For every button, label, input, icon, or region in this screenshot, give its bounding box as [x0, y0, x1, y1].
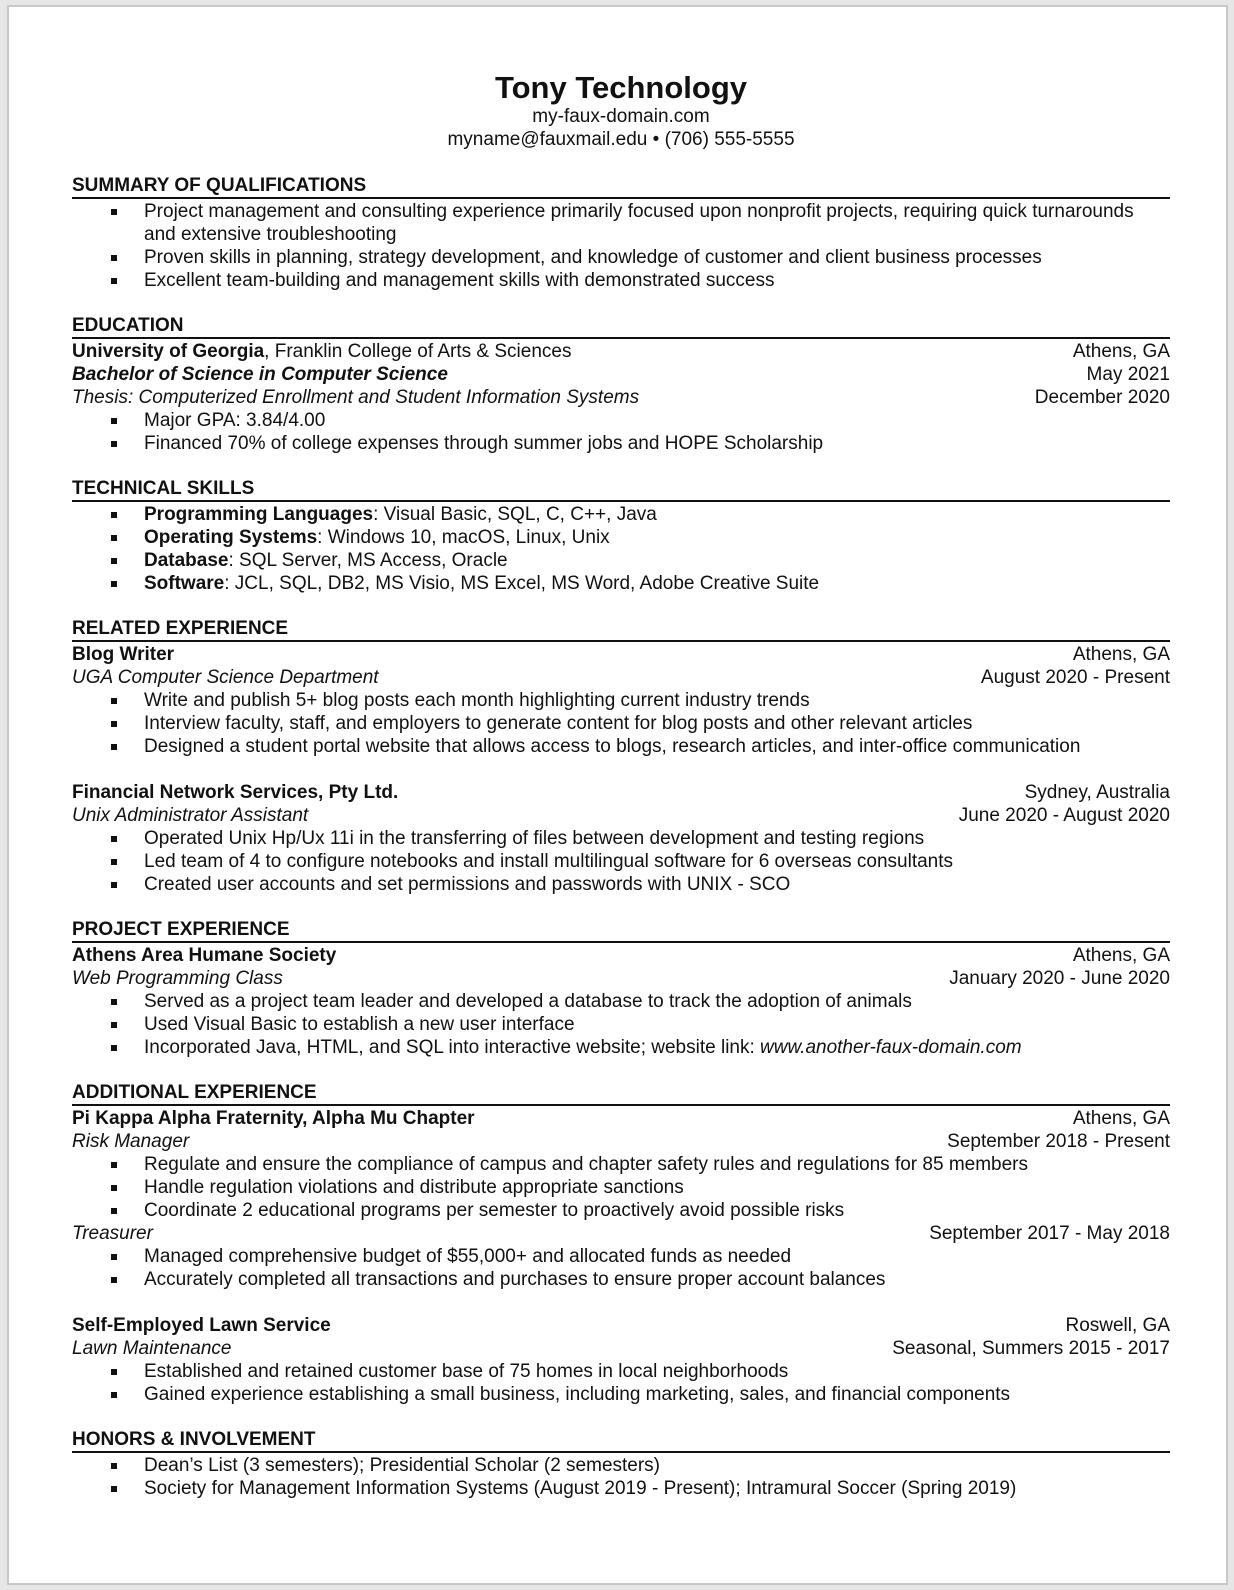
section-additional-experience — [72, 1082, 1170, 1406]
role-title: Risk Manager — [72, 1131, 190, 1152]
list-item — [72, 526, 1170, 549]
list-item: Designed a student portal website that allows access to blogs, research articles, and inter-office communication — [72, 735, 1170, 758]
list-item — [72, 549, 1170, 572]
list-item: Served as a project team leader and developed a database to track the adoption of animals — [72, 990, 1170, 1013]
job-entry — [72, 643, 1170, 758]
job-location: Athens, GA — [1072, 644, 1170, 665]
education-school-row — [72, 340, 1170, 363]
section-project-experience — [72, 919, 1170, 1059]
website: my-faux-domain.com — [532, 106, 710, 127]
org-row — [72, 1107, 1170, 1130]
job-bullets — [72, 827, 1170, 896]
list-item: Dean’s List (3 semesters); Presidential Scholar (2 semesters) — [72, 1454, 1170, 1477]
project-org: Athens Area Humane Society — [72, 945, 337, 966]
education-thesis-row — [72, 386, 1170, 409]
section-title: EDUCATION — [72, 315, 1170, 339]
section-summary — [72, 175, 1170, 292]
job-dates: June 2020 - August 2020 — [958, 805, 1170, 826]
org-name: Pi Kappa Alpha Fraternity, Alpha Mu Chapter — [72, 1108, 475, 1129]
job-dates: August 2020 - Present — [980, 667, 1170, 688]
list-item: Operated Unix Hp/Ux 11i in the transferring of files between development and testing regions — [72, 827, 1170, 850]
project-role: Web Programming Class — [72, 968, 283, 989]
list-item: Accurately completed all transactions and purchases to ensure proper account balances — [72, 1268, 1170, 1291]
list-item: Coordinate 2 educational programs per semester to proactively avoid possible risks — [72, 1199, 1170, 1222]
org-location: Athens, GA — [1072, 1108, 1170, 1129]
summary-list — [72, 200, 1170, 292]
skill-label: Operating Systems — [144, 527, 318, 548]
phone: (706) 555-5555 — [664, 129, 795, 150]
section-honors — [72, 1429, 1170, 1500]
list-item: Established and retained customer base of 75 homes in local neighborhoods — [72, 1360, 1170, 1383]
list-item: Managed comprehensive budget of $55,000+ and allocated funds as needed — [72, 1245, 1170, 1268]
website-link[interactable]: www.another-faux-domain.com — [760, 1037, 1022, 1058]
job-bullets — [72, 689, 1170, 758]
skill-value: : JCL, SQL, DB2, MS Visio, MS Excel, MS Word, Adobe Creative Suite — [224, 573, 820, 594]
project-dates: January 2020 - June 2020 — [949, 968, 1170, 989]
job-entry — [72, 781, 1170, 896]
job-org-row — [72, 666, 1170, 689]
role-title: Treasurer — [72, 1223, 153, 1244]
list-item: Financed 70% of college expenses through summer jobs and HOPE Scholarship — [72, 432, 1170, 455]
job-title-row — [72, 643, 1170, 666]
resume-page — [7, 5, 1228, 1585]
list-item: Major GPA: 3.84/4.00 — [72, 409, 1170, 432]
education-degree-row — [72, 363, 1170, 386]
job-location: Sydney, Australia — [1024, 782, 1170, 803]
separator-bullet: • — [652, 129, 660, 150]
section-education — [72, 315, 1170, 455]
project-role-row — [72, 967, 1170, 990]
list-item — [72, 572, 1170, 595]
section-related-experience — [72, 618, 1170, 896]
job-title-row — [72, 781, 1170, 804]
job-org-row — [72, 804, 1170, 827]
job-org: UGA Computer Science Department — [72, 667, 379, 688]
section-title: HONORS & INVOLVEMENT — [72, 1429, 1170, 1453]
role-row — [72, 1130, 1170, 1153]
role-dates: September 2018 - Present — [947, 1131, 1170, 1152]
skill-value: : Windows 10, macOS, Linux, Unix — [317, 527, 610, 548]
role-row — [72, 1337, 1170, 1360]
section-title: ADDITIONAL EXPERIENCE — [72, 1082, 1170, 1106]
list-item: Proven skills in planning, strategy development, and knowledge of customer and client business processes — [72, 246, 1170, 269]
org-row — [72, 1314, 1170, 1337]
section-title: PROJECT EXPERIENCE — [72, 919, 1170, 943]
skill-value: : Visual Basic, SQL, C, C++, Java — [373, 504, 657, 525]
section-title: RELATED EXPERIENCE — [72, 618, 1170, 642]
honors-list — [72, 1454, 1170, 1500]
contact-line — [72, 128, 1170, 151]
role-dates: Seasonal, Summers 2015 - 2017 — [892, 1338, 1170, 1359]
email: myname@fauxmail.edu — [447, 129, 648, 150]
thesis-date: December 2020 — [1034, 387, 1170, 408]
job-title: Financial Network Services, Pty Ltd. — [72, 782, 399, 803]
resume-header — [72, 71, 1170, 151]
list-item — [72, 1036, 1170, 1059]
education-list — [72, 409, 1170, 455]
candidate-name: Tony Technology — [494, 70, 747, 105]
list-item: Led team of 4 to configure notebooks and install multilingual software for 6 overseas consultants — [72, 850, 1170, 873]
list-item: Gained experience establishing a small business, including marketing, sales, and financial components — [72, 1383, 1170, 1406]
college-name: , Franklin College of Arts & Sciences — [264, 341, 572, 362]
section-technical-skills — [72, 478, 1170, 595]
role-bullets — [72, 1245, 1170, 1291]
job-title: Blog Writer — [72, 644, 175, 665]
project-bullets — [72, 990, 1170, 1059]
skill-label: Database — [144, 550, 229, 571]
school-name: University of Georgia — [72, 341, 265, 362]
school-location: Athens, GA — [1072, 341, 1170, 362]
project-location: Athens, GA — [1072, 945, 1170, 966]
skills-list — [72, 503, 1170, 595]
role-dates: September 2017 - May 2018 — [929, 1223, 1170, 1244]
role-bullets — [72, 1153, 1170, 1222]
list-item: Society for Management Information Systems (August 2019 - Present); Intramural Soccer (Spring 2019) — [72, 1477, 1170, 1500]
list-item — [72, 503, 1170, 526]
list-item: Project management and consulting experience primarily focused upon nonprofit projects, requiring quick turnarounds and extensive troubleshooting — [72, 200, 1170, 246]
list-item: Used Visual Basic to establish a new user interface — [72, 1013, 1170, 1036]
list-item: Handle regulation violations and distribute appropriate sanctions — [72, 1176, 1170, 1199]
list-item: Created user accounts and set permissions and passwords with UNIX - SCO — [72, 873, 1170, 896]
link-prefix: Incorporated Java, HTML, and SQL into interactive website; website link: — [144, 1037, 761, 1058]
thesis: Thesis: Computerized Enrollment and Student Information Systems — [72, 387, 640, 408]
role-row — [72, 1222, 1170, 1245]
role-bullets — [72, 1360, 1170, 1406]
project-org-row — [72, 944, 1170, 967]
skill-value: : SQL Server, MS Access, Oracle — [228, 550, 508, 571]
skill-label: Programming Languages — [144, 504, 374, 525]
section-title: SUMMARY OF QUALIFICATIONS — [72, 175, 1170, 199]
degree: Bachelor of Science in Computer Science — [72, 364, 448, 385]
list-item: Excellent team-building and management skills with demonstrated success — [72, 269, 1170, 292]
org-name: Self-Employed Lawn Service — [72, 1315, 331, 1336]
job-org: Unix Administrator Assistant — [72, 805, 309, 826]
section-title: TECHNICAL SKILLS — [72, 478, 1170, 502]
role-title: Lawn Maintenance — [72, 1338, 232, 1359]
list-item: Interview faculty, staff, and employers to generate content for blog posts and other relevant articles — [72, 712, 1170, 735]
org-location: Roswell, GA — [1065, 1315, 1170, 1336]
skill-label: Software — [144, 573, 225, 594]
list-item: Regulate and ensure the compliance of campus and chapter safety rules and regulations for 85 members — [72, 1153, 1170, 1176]
resume-content — [72, 71, 1170, 1500]
degree-date: May 2021 — [1086, 364, 1170, 385]
list-item: Write and publish 5+ blog posts each month highlighting current industry trends — [72, 689, 1170, 712]
